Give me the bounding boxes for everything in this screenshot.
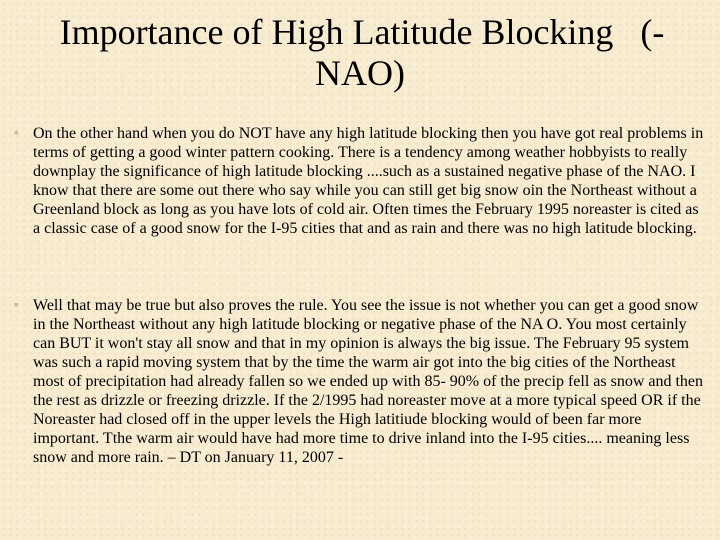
slide-title-line1: Importance of High Latitude Blocking (- [59, 12, 665, 52]
bullet-marker-icon: ▪ [14, 298, 19, 313]
slide-title-line2: NAO) [315, 53, 405, 93]
body-paragraph-1: On the other hand when you do NOT have any high latitude blocking then you have got real problems in terms of getting a good winter pattern cooking. There is a tendency among weather hobbyists to really downplay the significance of high latitude blocking ....such as a sustained negative phase of the NAO. I know that there are some out there who say while you can still get big snow oin the Northeast without a Greenland block as long as you have lots of cold air. Often times the February 1995 noreaster is cited as a classic case of a good snow for the I-95 cities that and as rain and there was no high latitude blocking. [33, 125, 704, 237]
slide-title [0, 12, 720, 94]
bullet-marker-icon: ▪ [14, 126, 19, 141]
body-paragraph-2: Well that may be true but also proves the rule. You see the issue is not whether you can get a good snow in the Northeast without any high latitude blocking or negative phase of the NA O. You most certainly can BUT it won't stay all snow and that in my opinion is always the big issue. The February 95 system was such a rapid moving system that by the time the warm air got into the big cities of the Northeast most of precipitation had already fallen so we ended up with 85- 90% of the precip fell as snow and then the rest as drizzle or freezing drizzle. If the 2/1995 had noreaster move at a more typical speed OR if the Noreaster had closed off in the upper levels the High latitiude blocking would of been far more important. Tthe warm air would have had more time to drive inland into the I-95 cities.... meaning less snow and more rain. – DT on January 11, 2007 - [33, 297, 704, 466]
